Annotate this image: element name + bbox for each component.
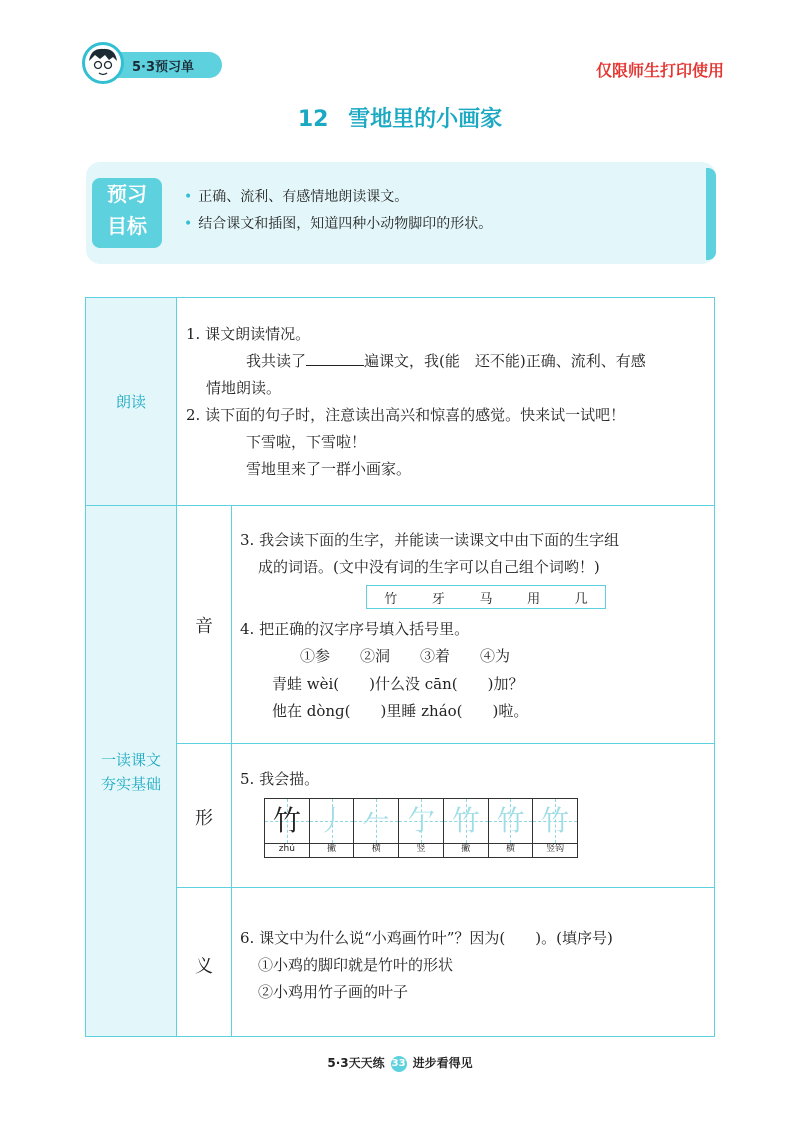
reading-label: 朗读 xyxy=(115,393,146,411)
char-item: 马 xyxy=(479,591,493,607)
cell-caption: 撇 xyxy=(327,844,337,854)
model-character: 竹 xyxy=(272,804,301,837)
q1-title: 1. 课文朗读情况。 xyxy=(186,325,311,343)
grid-cell[interactable] xyxy=(533,799,577,857)
cell-caption: 竖钩 xyxy=(546,844,565,854)
footer-left: 5·3天天练 xyxy=(327,1056,385,1070)
q6-option-b: ②小鸡用竹子画的叶子 xyxy=(258,983,409,1001)
lesson-title xyxy=(0,102,800,133)
q1-line-a: 我共读了 遍课文，我(能 还不能)正确、流利、有感 xyxy=(246,352,646,370)
cell-caption: 横 xyxy=(371,844,381,854)
q4-title: 4. 把正确的汉字序号填入括号里。 xyxy=(240,620,470,638)
trace-stroke: 𠂉 xyxy=(362,804,391,837)
lesson-number: 12 xyxy=(297,107,329,132)
meaning-label: 义 xyxy=(195,956,213,977)
q3-line-a: 3. 我会读下面的生字，并能读一读课文中由下面的生字组 xyxy=(240,531,620,549)
tracing-grid xyxy=(264,798,578,858)
cell-caption: 横 xyxy=(505,844,515,854)
goals-tag-line2: 目标 xyxy=(107,214,147,238)
divider xyxy=(176,743,715,744)
trace-stroke: 亇 xyxy=(407,804,436,837)
trace-stroke: 竹 xyxy=(496,804,525,837)
grid-cell[interactable] xyxy=(444,799,489,857)
char-item: 用 xyxy=(527,591,541,607)
grid-cell[interactable] xyxy=(489,799,534,857)
mascot-icon xyxy=(85,45,121,81)
goals-panel-edge xyxy=(706,168,716,260)
footer xyxy=(0,1054,800,1072)
series-label: 5·3预习单 xyxy=(132,60,195,75)
q5-title: 5. 我会描。 xyxy=(240,770,320,788)
q4-line-b[interactable]: 他在 dònɡ( )里睡 zháo( )啦。 xyxy=(272,702,529,720)
q2-line-b: 雪地里来了一群小画家。 xyxy=(246,460,412,478)
print-notice: 仅限师生打印使用 xyxy=(595,61,724,80)
grid-cell[interactable] xyxy=(310,799,355,857)
count-blank[interactable] xyxy=(306,351,364,366)
shape-label: 形 xyxy=(195,808,213,829)
sound-label: 音 xyxy=(195,616,213,637)
goals-tag xyxy=(92,178,162,248)
cell-caption: 竖 xyxy=(416,844,426,854)
new-characters-box xyxy=(366,585,606,609)
char-item: 牙 xyxy=(431,591,445,607)
q3-line-b: 成的词语。(文中没有词的生字可以自己组个词哟！) xyxy=(258,558,600,576)
divider xyxy=(176,887,715,888)
divider xyxy=(85,505,715,506)
char-item: 几 xyxy=(574,591,588,607)
mascot-avatar xyxy=(82,42,124,84)
q4-options: ①参 ②洞 ③着 ④为 xyxy=(300,647,511,665)
goals-list xyxy=(184,184,492,238)
page-number: 33 xyxy=(391,1056,407,1072)
goal-item: • 正确、流利、有感情地朗读课文。 xyxy=(184,189,409,205)
goal-item: • 结合课文和插图，知道四种小动物脚印的形状。 xyxy=(184,216,493,232)
basics-label: 一读课文 夯实基础 xyxy=(100,751,161,793)
q6-option-a: ①小鸡的脚印就是竹叶的形状 xyxy=(258,956,454,974)
grid-cell xyxy=(265,799,310,857)
grid-cell[interactable] xyxy=(399,799,444,857)
goals-tag-line1: 预习 xyxy=(107,182,147,206)
q2-title: 2. 读下面的句子时，注意读出高兴和惊喜的感觉。快来试一试吧！ xyxy=(186,406,626,424)
trace-stroke: 竹 xyxy=(451,804,480,837)
footer-right: 进步看得见 xyxy=(412,1056,473,1070)
trace-stroke: 丿 xyxy=(317,804,346,837)
char-item: 竹 xyxy=(384,591,398,607)
q6-title[interactable]: 6. 课文中为什么说“小鸡画竹叶”？因为( )。(填序号) xyxy=(240,929,613,947)
q1-line-b: 情地朗读。 xyxy=(206,379,282,397)
trace-stroke: 竹 xyxy=(541,804,570,837)
grid-cell[interactable] xyxy=(354,799,399,857)
bullet-icon: • xyxy=(184,189,193,205)
bullet-icon: • xyxy=(184,216,193,232)
cell-caption: 撇 xyxy=(461,844,471,854)
cell-caption: zhú xyxy=(278,844,295,854)
divider xyxy=(176,297,177,1037)
q4-line-a[interactable]: 青蛙 wèi( )什么没 cān( )加？ xyxy=(272,675,524,693)
lesson-name: 雪地里的小画家 xyxy=(348,107,503,132)
q2-line-a: 下雪啦，下雪啦！ xyxy=(246,433,367,451)
